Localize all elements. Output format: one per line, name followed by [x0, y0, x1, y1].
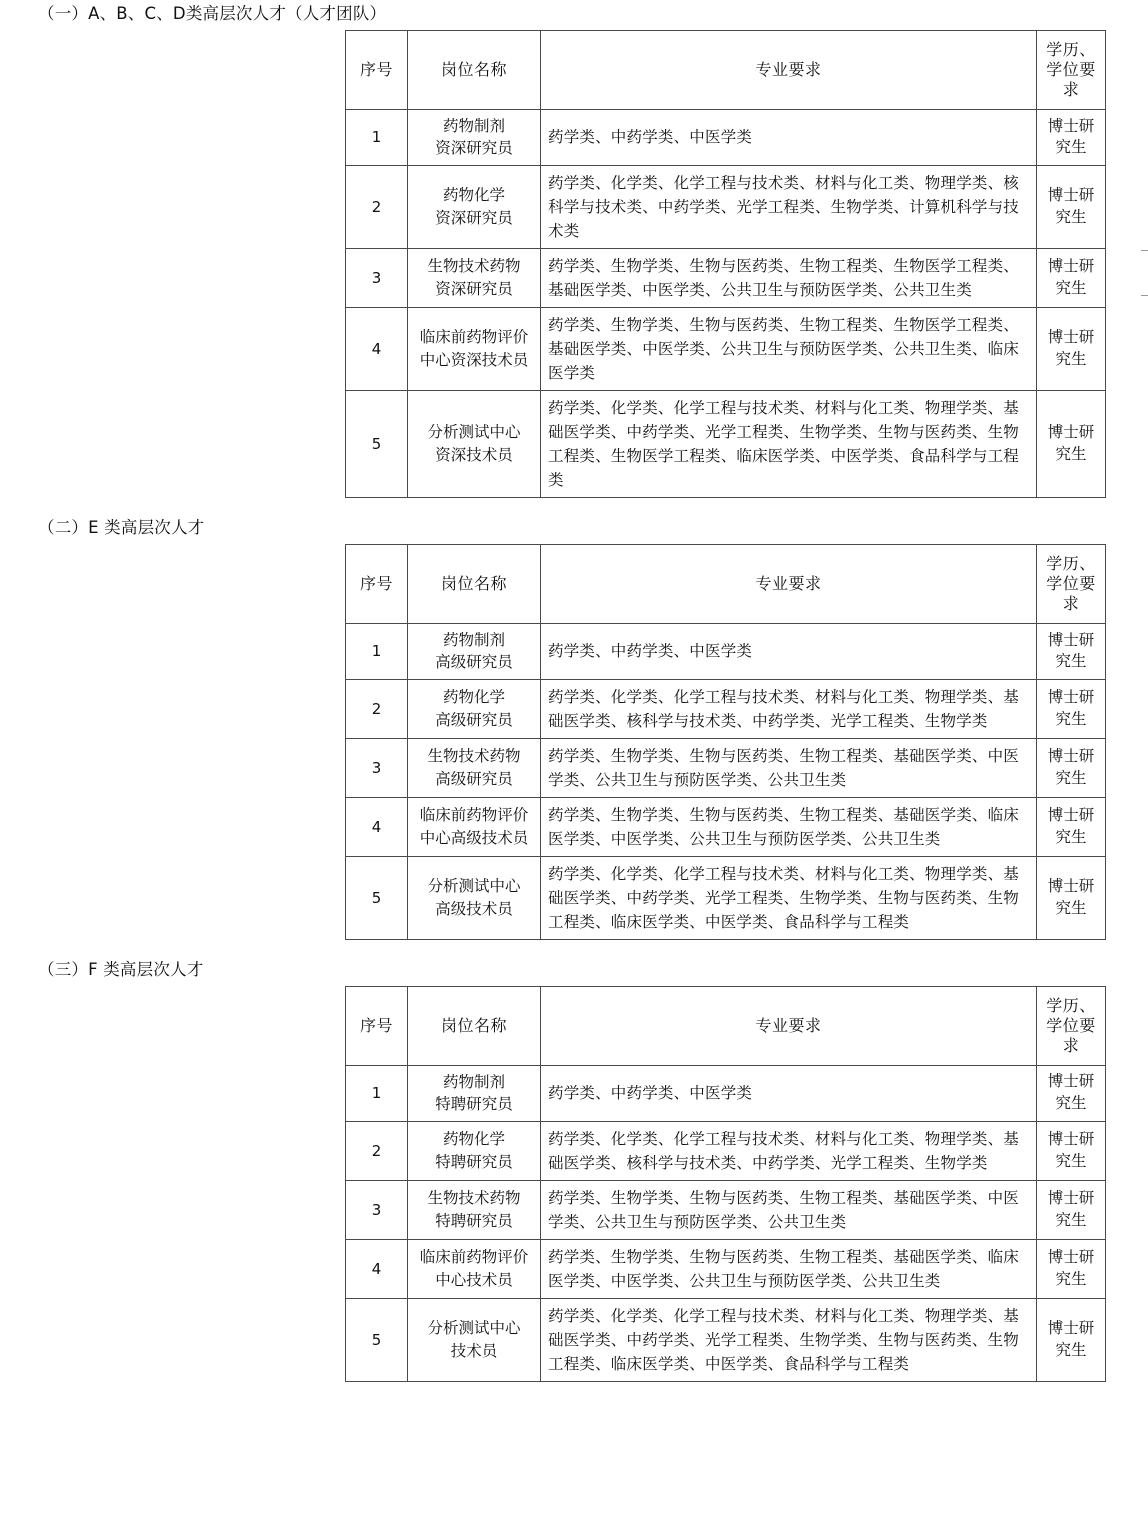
cell-post: 临床前药物评价中心资深技术员: [408, 307, 541, 390]
cell-major: 药学类、化学类、化学工程与技术类、材料与化工类、物理学类、基础医学类、中药学类、光学工程类、生物学类、生物与医药类、生物工程类、临床医学类、中医学类、食品科学与工程类: [541, 1298, 1037, 1381]
cell-major: 药学类、生物学类、生物与医药类、生物工程类、基础医学类、临床医学类、中医学类、公共卫生与预防医学类、公共卫生类: [541, 797, 1037, 856]
cell-no: 1: [346, 623, 408, 679]
cell-degree: 博士研究生: [1037, 1298, 1106, 1381]
table-row: [346, 1180, 1106, 1239]
column-header-major: 专业要求: [541, 986, 1037, 1065]
column-header-degree: 学历、学位要求: [1037, 544, 1106, 623]
cell-no: 2: [346, 679, 408, 738]
cell-post: 药物制剂 特聘研究员: [408, 1065, 541, 1121]
table-row: [346, 248, 1106, 307]
table-row: [346, 109, 1106, 165]
table-row: [346, 679, 1106, 738]
column-header-no: 序号: [346, 986, 408, 1065]
cell-degree: 博士研究生: [1037, 856, 1106, 939]
cell-no: 3: [346, 248, 408, 307]
table-header-row: [346, 544, 1106, 623]
cell-post: 分析测试中心 资深技术员: [408, 390, 541, 497]
cell-degree: 博士研究生: [1037, 165, 1106, 248]
table-row: [346, 1239, 1106, 1298]
table-row: [346, 1065, 1106, 1121]
jobs-table-3: [345, 986, 1106, 1382]
cell-degree: 博士研究生: [1037, 109, 1106, 165]
cell-no: 4: [346, 1239, 408, 1298]
cell-post: 药物化学 高级研究员: [408, 679, 541, 738]
table-row: [346, 738, 1106, 797]
table-row: [346, 623, 1106, 679]
cell-post: 药物化学 资深研究员: [408, 165, 541, 248]
section-heading-3: （三）F 类高层次人才: [38, 959, 204, 979]
cell-no: 5: [346, 390, 408, 497]
cell-degree: 博士研究生: [1037, 390, 1106, 497]
cell-post: 分析测试中心 高级技术员: [408, 856, 541, 939]
cell-post: 生物技术药物 特聘研究员: [408, 1180, 541, 1239]
cell-degree: 博士研究生: [1037, 1180, 1106, 1239]
cell-no: 5: [346, 856, 408, 939]
section-heading-2: （二）E 类高层次人才: [38, 517, 205, 537]
cell-major: 药学类、中药学类、中医学类: [541, 623, 1037, 679]
cell-major: 药学类、化学类、化学工程与技术类、材料与化工类、物理学类、核科学与技术类、中药学类、光学工程类、生物学类、计算机科学与技术类: [541, 165, 1037, 248]
cell-degree: 博士研究生: [1037, 307, 1106, 390]
table-row: [346, 165, 1106, 248]
cell-post: 药物化学 特聘研究员: [408, 1121, 541, 1180]
cell-degree: 博士研究生: [1037, 1121, 1106, 1180]
table-row: [346, 390, 1106, 497]
column-header-major: 专业要求: [541, 30, 1037, 109]
cell-major: 药学类、生物学类、生物与医药类、生物工程类、基础医学类、临床医学类、中医学类、公共卫生与预防医学类、公共卫生类: [541, 1239, 1037, 1298]
cell-no: 3: [346, 738, 408, 797]
table-header-row: [346, 986, 1106, 1065]
cell-major: 药学类、化学类、化学工程与技术类、材料与化工类、物理学类、基础医学类、核科学与技术类、中药学类、光学工程类、生物学类: [541, 679, 1037, 738]
cell-degree: 博士研究生: [1037, 738, 1106, 797]
table-row: [346, 1298, 1106, 1381]
cell-no: 1: [346, 1065, 408, 1121]
cell-degree: 博士研究生: [1037, 797, 1106, 856]
cell-no: 1: [346, 109, 408, 165]
cell-degree: 博士研究生: [1037, 623, 1106, 679]
cell-post: 临床前药物评价中心技术员: [408, 1239, 541, 1298]
cell-major: 药学类、化学类、化学工程与技术类、材料与化工类、物理学类、基础医学类、中药学类、光学工程类、生物学类、生物与医药类、生物工程类、临床医学类、中医学类、食品科学与工程类: [541, 856, 1037, 939]
cell-degree: 博士研究生: [1037, 679, 1106, 738]
cell-major: 药学类、生物学类、生物与医药类、生物工程类、基础医学类、中医学类、公共卫生与预防医学类、公共卫生类: [541, 1180, 1037, 1239]
column-header-post: 岗位名称: [408, 30, 541, 109]
cell-no: 3: [346, 1180, 408, 1239]
table-row: [346, 797, 1106, 856]
column-header-no: 序号: [346, 544, 408, 623]
cell-no: 5: [346, 1298, 408, 1381]
cell-no: 4: [346, 797, 408, 856]
column-header-degree: 学历、学位要求: [1037, 30, 1106, 109]
cell-post: 生物技术药物 资深研究员: [408, 248, 541, 307]
cell-major: 药学类、生物学类、生物与医药类、生物工程类、基础医学类、中医学类、公共卫生与预防医学类、公共卫生类: [541, 738, 1037, 797]
column-header-major: 专业要求: [541, 544, 1037, 623]
column-header-post: 岗位名称: [408, 544, 541, 623]
column-header-degree: 学历、学位要求: [1037, 986, 1106, 1065]
table-row: [346, 856, 1106, 939]
cell-major: 药学类、化学类、化学工程与技术类、材料与化工类、物理学类、基础医学类、核科学与技术类、中药学类、光学工程类、生物学类: [541, 1121, 1037, 1180]
section-heading-1: （一）A、B、C、D类高层次人才（人才团队）: [38, 4, 387, 23]
cell-post: 药物制剂 资深研究员: [408, 109, 541, 165]
cell-major: 药学类、中药学类、中医学类: [541, 109, 1037, 165]
cell-post: 生物技术药物 高级研究员: [408, 738, 541, 797]
cell-no: 2: [346, 1121, 408, 1180]
column-header-post: 岗位名称: [408, 986, 541, 1065]
cell-post: 临床前药物评价中心高级技术员: [408, 797, 541, 856]
jobs-table-1: [345, 30, 1106, 498]
cell-major: 药学类、化学类、化学工程与技术类、材料与化工类、物理学类、基础医学类、中药学类、光学工程类、生物学类、生物与医药类、生物工程类、生物医学工程类、临床医学类、中医学类、食品科学与工程类: [541, 390, 1037, 497]
table-row: [346, 1121, 1106, 1180]
page-edge-marks: [1140, 0, 1148, 1382]
edge-mark: [1141, 250, 1148, 296]
cell-major: 药学类、生物学类、生物与医药类、生物工程类、生物医学工程类、基础医学类、中医学类、公共卫生与预防医学类、公共卫生类、临床医学类: [541, 307, 1037, 390]
jobs-table-2: [345, 544, 1106, 940]
cell-degree: 博士研究生: [1037, 248, 1106, 307]
cell-no: 4: [346, 307, 408, 390]
cell-no: 2: [346, 165, 408, 248]
table-header-row: [346, 30, 1106, 109]
cell-major: 药学类、中药学类、中医学类: [541, 1065, 1037, 1121]
cell-major: 药学类、生物学类、生物与医药类、生物工程类、生物医学工程类、基础医学类、中医学类、公共卫生与预防医学类、公共卫生类: [541, 248, 1037, 307]
cell-degree: 博士研究生: [1037, 1239, 1106, 1298]
cell-degree: 博士研究生: [1037, 1065, 1106, 1121]
cell-post: 药物制剂 高级研究员: [408, 623, 541, 679]
cell-post: 分析测试中心 技术员: [408, 1298, 541, 1381]
table-row: [346, 307, 1106, 390]
column-header-no: 序号: [346, 30, 408, 109]
